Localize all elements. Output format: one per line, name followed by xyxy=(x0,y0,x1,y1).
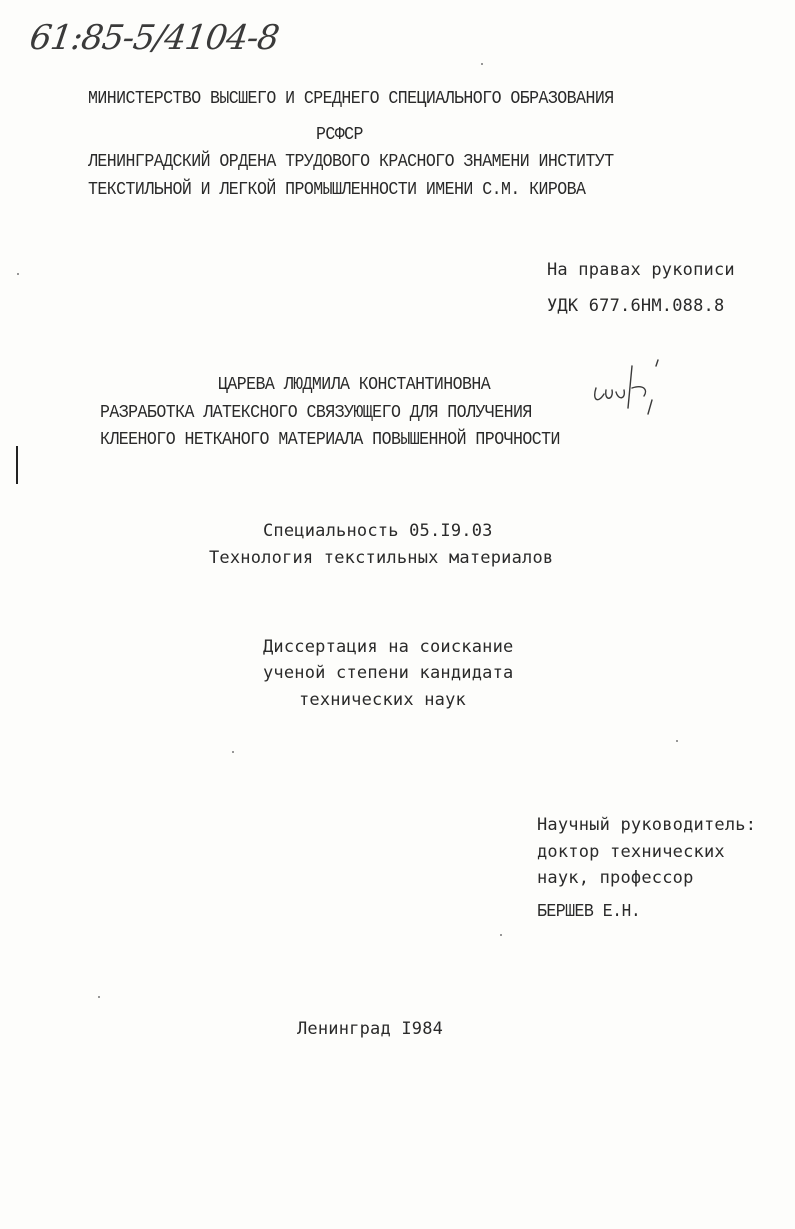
scan-speck xyxy=(17,273,19,275)
dissertation-line-1: Диссертация на соискание xyxy=(263,637,514,657)
author-signature xyxy=(588,360,668,420)
supervisor-degree-2: наук, профессор xyxy=(537,868,694,888)
republic-line: РСФСР xyxy=(316,125,363,145)
udc-code: УДК 677.6НМ.088.8 xyxy=(547,296,725,316)
dissertation-line-2: ученой степени кандидата xyxy=(263,663,514,683)
scan-speck xyxy=(98,996,100,998)
margin-mark xyxy=(16,446,18,484)
institute-line-2: ТЕКСТИЛЬНОЙ И ЛЕГКОЙ ПРОМЫШЛЕННОСТИ ИМЕНИ С.М. КИРОВА xyxy=(88,180,586,200)
supervisor-label: Научный руководитель: xyxy=(537,815,757,835)
specialty-name: Технология текстильных материалов xyxy=(209,548,554,568)
manuscript-rights: На правах рукописи xyxy=(547,260,735,280)
supervisor-degree-1: доктор технических xyxy=(537,842,725,862)
title-line-1: РАЗРАБОТКА ЛАТЕКСНОГО СВЯЗУЮЩЕГО ДЛЯ ПОЛУЧЕНИЯ xyxy=(100,403,532,423)
title-line-2: КЛЕЕНОГО НЕТКАНОГО МАТЕРИАЛА ПОВЫШЕННОЙ ПРОЧНОСТИ xyxy=(100,430,560,450)
ministry-line: МИНИСТЕРСТВО ВЫСШЕГО И СРЕДНЕГО СПЕЦИАЛЬНОГО ОБРАЗОВАНИЯ xyxy=(88,89,614,109)
institute-line-1: ЛЕНИНГРАДСКИЙ ОРДЕНА ТРУДОВОГО КРАСНОГО ЗНАМЕНИ ИНСТИТУТ xyxy=(88,152,614,172)
scan-speck xyxy=(500,934,502,936)
dissertation-line-3: технических наук xyxy=(299,690,466,710)
city-year: Ленинград I984 xyxy=(297,1019,444,1039)
archive-mark: 61:85-5/4104-8 xyxy=(27,18,282,58)
scan-speck xyxy=(481,63,483,65)
scan-speck xyxy=(676,740,678,742)
supervisor-name: БЕРШЕВ Е.Н. xyxy=(537,902,641,922)
specialty-code: Специальность 05.I9.03 xyxy=(263,521,493,541)
author-name: ЦАРЕВА ЛЮДМИЛА КОНСТАНТИНОВНА xyxy=(218,375,491,395)
scan-speck xyxy=(232,751,234,753)
